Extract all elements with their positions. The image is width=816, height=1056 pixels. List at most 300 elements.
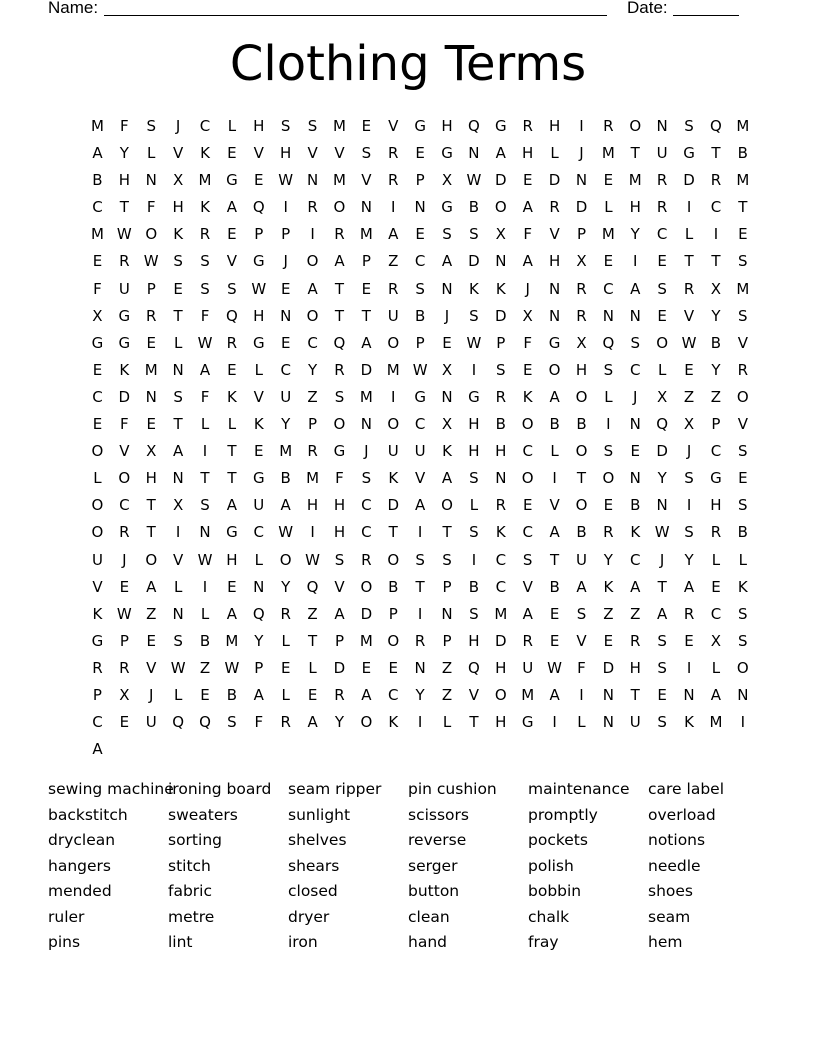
grid-letter: G bbox=[414, 117, 426, 135]
word-list-item: pockets bbox=[528, 831, 588, 849]
grid-letter: P bbox=[254, 658, 264, 677]
grid-letter: J bbox=[444, 306, 450, 325]
grid-letter: P bbox=[711, 415, 721, 434]
grid-letter: K bbox=[630, 523, 641, 542]
grid-letter: M bbox=[736, 171, 750, 190]
grid-letter: W bbox=[278, 171, 294, 190]
grid-letter: U bbox=[414, 442, 426, 461]
grid-letter: G bbox=[118, 306, 131, 325]
grid-letter: O bbox=[736, 387, 749, 406]
grid-letter: W bbox=[412, 360, 428, 379]
grid-letter: T bbox=[550, 550, 560, 569]
grid-letter: A bbox=[415, 496, 426, 515]
grid-letter: D bbox=[548, 171, 561, 190]
grid-letter: N bbox=[306, 171, 319, 190]
word-list-item: serger bbox=[408, 856, 458, 875]
grid-letter: H bbox=[629, 658, 641, 677]
grid-letter: L bbox=[657, 360, 667, 379]
grid-letter: K bbox=[388, 469, 399, 488]
grid-letter: I bbox=[471, 550, 477, 569]
grid-letter: D bbox=[360, 604, 373, 623]
grid-letter: B bbox=[576, 415, 587, 434]
grid-letter: I bbox=[175, 523, 181, 542]
grid-letter: V bbox=[737, 415, 748, 434]
grid-letter: Y bbox=[711, 360, 721, 379]
grid-letter: I bbox=[417, 713, 423, 732]
grid-letter: F bbox=[93, 279, 102, 298]
grid-letter: E bbox=[738, 469, 748, 488]
grid-letter: C bbox=[603, 279, 614, 298]
grid-letter: W bbox=[116, 225, 132, 244]
grid-letter: X bbox=[576, 252, 587, 271]
grid-letter: K bbox=[253, 415, 264, 434]
grid-letter: N bbox=[172, 604, 184, 623]
grid-letter: A bbox=[199, 360, 211, 379]
grid-letter: A bbox=[280, 496, 291, 515]
grid-letter: V bbox=[253, 144, 264, 163]
grid-letter: O bbox=[602, 469, 615, 488]
grid-letter: A bbox=[549, 523, 560, 542]
grid-letter: A bbox=[307, 279, 318, 298]
grid-letter: G bbox=[226, 171, 238, 190]
grid-letter: T bbox=[146, 496, 156, 515]
grid-letter: N bbox=[629, 306, 641, 325]
grid-letter: S bbox=[576, 604, 587, 623]
grid-letter: R bbox=[388, 144, 399, 163]
grid-letter: R bbox=[630, 631, 641, 650]
grid-letter: L bbox=[173, 333, 183, 352]
grid-letter: O bbox=[387, 333, 400, 352]
grid-letter: S bbox=[307, 117, 318, 135]
grid-letter: H bbox=[468, 631, 480, 650]
grid-letter: O bbox=[91, 523, 104, 542]
grid-letter: N bbox=[656, 496, 668, 515]
grid-letter: I bbox=[740, 713, 746, 732]
grid-letter: R bbox=[710, 523, 722, 542]
grid-letter: R bbox=[280, 713, 291, 732]
grid-letter: G bbox=[91, 333, 104, 352]
grid-letter: O bbox=[575, 442, 588, 461]
grid-letter: Y bbox=[415, 685, 425, 704]
grid-letter: P bbox=[442, 577, 452, 596]
grid-letter: Q bbox=[225, 306, 238, 325]
grid-letter: M bbox=[494, 604, 508, 623]
grid-letter: N bbox=[199, 523, 211, 542]
grid-letter: S bbox=[334, 550, 345, 569]
grid-letter: I bbox=[579, 685, 584, 704]
grid-letter: M bbox=[359, 631, 373, 650]
grid-letter: D bbox=[495, 171, 507, 190]
word-list-item: mended bbox=[48, 882, 112, 900]
grid-letter: H bbox=[333, 496, 346, 515]
grid-letter: H bbox=[226, 550, 238, 569]
grid-letter: E bbox=[146, 415, 156, 434]
grid-letter: R bbox=[334, 685, 345, 704]
grid-letter: O bbox=[118, 469, 131, 488]
grid-letter: R bbox=[495, 387, 507, 406]
grid-letter: R bbox=[361, 550, 372, 569]
grid-letter: C bbox=[414, 415, 426, 434]
grid-letter: T bbox=[334, 306, 345, 325]
grid-letter: N bbox=[280, 306, 292, 325]
grid-letter: U bbox=[629, 713, 641, 732]
grid-letter: N bbox=[602, 685, 614, 704]
grid-letter: J bbox=[579, 144, 584, 163]
grid-letter: C bbox=[92, 387, 103, 406]
grid-letter: H bbox=[253, 306, 265, 325]
grid-letter: R bbox=[199, 225, 211, 244]
grid-letter: N bbox=[575, 171, 588, 190]
grid-letter: E bbox=[227, 360, 237, 379]
grid-letter: A bbox=[226, 604, 238, 623]
grid-letter: C bbox=[361, 523, 372, 542]
grid-letter: V bbox=[307, 144, 318, 163]
grid-letter: P bbox=[254, 225, 264, 244]
grid-letter: A bbox=[630, 577, 641, 596]
grid-letter: I bbox=[391, 198, 396, 217]
grid-letter: W bbox=[278, 523, 294, 542]
grid-letter: E bbox=[146, 333, 156, 352]
grid-letter: F bbox=[523, 333, 533, 352]
word-list-item: scissors bbox=[408, 805, 469, 824]
grid-letter: H bbox=[522, 144, 534, 163]
grid-letter: T bbox=[173, 415, 183, 434]
word-list-item: chalk bbox=[528, 907, 570, 926]
grid-letter: K bbox=[468, 279, 479, 298]
word-list-item: metre bbox=[168, 907, 215, 926]
grid-letter: E bbox=[657, 252, 667, 271]
grid-letter: W bbox=[116, 604, 132, 623]
grid-letter: N bbox=[441, 279, 453, 298]
grid-letter: S bbox=[738, 306, 748, 325]
grid-letter: R bbox=[656, 198, 668, 217]
grid-letter: A bbox=[92, 144, 103, 163]
grid-letter: P bbox=[334, 631, 344, 650]
grid-letter: S bbox=[469, 469, 479, 488]
word-list-item: hand bbox=[408, 933, 447, 951]
grid-letter: N bbox=[468, 144, 480, 163]
grid-letter: C bbox=[522, 442, 533, 461]
grid-letter: D bbox=[333, 658, 346, 677]
grid-letter: R bbox=[522, 117, 533, 135]
grid-letter: C bbox=[656, 225, 668, 244]
name-label: Name: bbox=[48, 0, 99, 17]
grid-letter: B bbox=[468, 198, 480, 217]
word-list-item: fray bbox=[528, 933, 559, 951]
grid-letter: W bbox=[170, 658, 186, 677]
word-list-item: needle bbox=[648, 856, 701, 875]
word-list-item: sorting bbox=[168, 831, 222, 849]
grid-letter: H bbox=[172, 198, 184, 217]
grid-letter: N bbox=[145, 171, 157, 190]
grid-letter: N bbox=[172, 360, 184, 379]
grid-letter: T bbox=[630, 685, 640, 704]
grid-letter: E bbox=[280, 333, 291, 352]
grid-letter: S bbox=[684, 523, 694, 542]
grid-letter: I bbox=[686, 658, 692, 677]
grid-letter: D bbox=[387, 496, 400, 515]
grid-letter: O bbox=[306, 252, 319, 271]
grid-letter: Y bbox=[281, 577, 291, 596]
grid-letter: L bbox=[711, 550, 721, 569]
grid-letter: K bbox=[684, 713, 694, 732]
grid-letter: C bbox=[92, 198, 103, 217]
grid-letter: Q bbox=[602, 333, 615, 352]
grid-letter: E bbox=[280, 658, 291, 677]
grid-letter: Z bbox=[307, 604, 318, 623]
grid-letter: E bbox=[119, 713, 130, 732]
grid-letter: S bbox=[334, 387, 345, 406]
grid-letter: R bbox=[495, 496, 507, 515]
grid-letter: Z bbox=[146, 604, 157, 623]
grid-letter: O bbox=[494, 198, 507, 217]
grid-letter: N bbox=[737, 685, 749, 704]
grid-letter: I bbox=[686, 198, 692, 217]
grid-letter: S bbox=[522, 550, 533, 569]
grid-letter: T bbox=[200, 469, 210, 488]
grid-letter: S bbox=[227, 713, 237, 732]
grid-letter: S bbox=[442, 225, 452, 244]
grid-letter: C bbox=[253, 523, 265, 542]
grid-letter: I bbox=[579, 117, 584, 135]
grid-letter: B bbox=[495, 415, 506, 434]
grid-letter: S bbox=[496, 360, 506, 379]
grid-letter: N bbox=[602, 713, 614, 732]
grid-letter: G bbox=[441, 198, 453, 217]
word-list-item: closed bbox=[288, 882, 338, 900]
grid-letter: C bbox=[199, 117, 211, 135]
grid-letter: C bbox=[307, 333, 318, 352]
grid-letter: P bbox=[496, 333, 506, 352]
grid-letter: M bbox=[628, 171, 642, 190]
grid-letter: H bbox=[575, 360, 588, 379]
grid-letter: O bbox=[629, 117, 642, 135]
grid-letter: H bbox=[468, 415, 480, 434]
grid-letter: B bbox=[92, 171, 103, 190]
grid-letter: K bbox=[495, 279, 506, 298]
grid-letter: X bbox=[495, 225, 506, 244]
grid-letter: T bbox=[173, 306, 183, 325]
grid-letter: W bbox=[681, 333, 697, 352]
grid-letter: Y bbox=[281, 415, 291, 434]
grid-letter: G bbox=[683, 144, 695, 163]
grid-letter: L bbox=[173, 685, 183, 704]
grid-letter: D bbox=[656, 442, 668, 461]
grid-letter: H bbox=[495, 658, 507, 677]
grid-letter: Z bbox=[630, 604, 641, 623]
grid-letter: G bbox=[118, 333, 131, 352]
grid-letter: E bbox=[92, 252, 103, 271]
letter-grid bbox=[84, 113, 756, 763]
grid-letter: R bbox=[576, 306, 587, 325]
grid-letter: E bbox=[522, 360, 533, 379]
grid-letter: R bbox=[119, 658, 130, 677]
grid-letter: F bbox=[120, 415, 129, 434]
grid-letter: W bbox=[143, 252, 159, 271]
grid-letter: Q bbox=[710, 117, 722, 135]
word-list-item: dryclean bbox=[48, 831, 116, 849]
grid-letter: N bbox=[629, 415, 641, 434]
word-list-item: sunlight bbox=[288, 805, 351, 824]
grid-letter: Q bbox=[468, 658, 480, 677]
grid-letter: I bbox=[202, 442, 208, 461]
grid-letter: S bbox=[200, 496, 210, 515]
grid-letter: F bbox=[523, 225, 533, 244]
grid-letter: S bbox=[657, 631, 667, 650]
grid-letter: E bbox=[657, 685, 667, 704]
grid-letter: C bbox=[630, 550, 641, 569]
grid-letter: V bbox=[549, 496, 560, 515]
grid-letter: M bbox=[144, 360, 158, 379]
grid-letter: Z bbox=[603, 604, 614, 623]
header bbox=[48, 0, 740, 20]
grid-letter: R bbox=[683, 604, 695, 623]
grid-letter: Q bbox=[199, 713, 211, 732]
grid-letter: D bbox=[468, 252, 480, 271]
grid-letter: Y bbox=[119, 144, 129, 163]
grid-letter: I bbox=[310, 523, 315, 542]
grid-letter: R bbox=[710, 171, 722, 190]
grid-letter: R bbox=[603, 117, 614, 135]
word-list-item: stitch bbox=[168, 856, 211, 875]
grid-letter: E bbox=[361, 117, 372, 135]
grid-letter: V bbox=[415, 469, 426, 488]
grid-letter: B bbox=[737, 523, 748, 542]
grid-letter: E bbox=[603, 631, 614, 650]
grid-letter: V bbox=[549, 225, 560, 244]
grid-letter: G bbox=[468, 387, 480, 406]
grid-letter: I bbox=[713, 225, 719, 244]
grid-letter: N bbox=[414, 198, 426, 217]
word-list-item: pins bbox=[48, 933, 81, 951]
grid-letter: O bbox=[736, 658, 749, 677]
grid-letter: C bbox=[630, 360, 641, 379]
word-list-item: dryer bbox=[288, 907, 330, 926]
grid-letter: G bbox=[91, 631, 104, 650]
grid-letter: N bbox=[629, 469, 641, 488]
grid-letter: W bbox=[251, 279, 267, 298]
grid-letter: O bbox=[387, 415, 400, 434]
grid-letter: S bbox=[469, 604, 479, 623]
grid-letter: B bbox=[576, 523, 587, 542]
grid-letter: L bbox=[577, 713, 586, 732]
grid-letter: T bbox=[227, 442, 237, 461]
grid-letter: S bbox=[738, 604, 748, 623]
grid-letter: R bbox=[334, 360, 345, 379]
grid-letter: J bbox=[364, 442, 369, 461]
puzzle-title: Clothing Terms bbox=[229, 36, 587, 92]
grid-letter: T bbox=[119, 198, 129, 217]
grid-letter: V bbox=[119, 442, 130, 461]
grid-letter: V bbox=[468, 685, 480, 704]
word-list-item: sweaters bbox=[168, 805, 238, 824]
grid-letter: G bbox=[710, 469, 722, 488]
grid-letter: E bbox=[227, 225, 237, 244]
grid-letter: K bbox=[200, 198, 210, 217]
grid-letter: H bbox=[253, 117, 265, 135]
grid-letter: A bbox=[92, 740, 103, 759]
grid-letter: U bbox=[145, 713, 157, 732]
grid-letter: A bbox=[334, 252, 345, 271]
grid-letter: L bbox=[604, 387, 613, 406]
grid-letter: E bbox=[549, 604, 560, 623]
grid-letter: X bbox=[92, 306, 103, 325]
grid-letter: M bbox=[332, 171, 346, 190]
word-list-item: button bbox=[408, 882, 460, 900]
word-list-item: overload bbox=[648, 805, 716, 824]
grid-letter: V bbox=[522, 577, 533, 596]
grid-letter: G bbox=[252, 333, 265, 352]
grid-letter: O bbox=[145, 225, 158, 244]
grid-letter: A bbox=[522, 198, 533, 217]
grid-letter: M bbox=[521, 685, 535, 704]
grid-letter: S bbox=[657, 279, 667, 298]
grid-letter: S bbox=[738, 496, 748, 515]
grid-letter: L bbox=[550, 442, 559, 461]
grid-letter: J bbox=[283, 252, 288, 271]
grid-letter: M bbox=[279, 442, 293, 461]
grid-letter: B bbox=[226, 685, 238, 704]
grid-letter: Y bbox=[657, 469, 667, 488]
grid-letter: R bbox=[414, 631, 426, 650]
word-list-item: bobbin bbox=[528, 882, 582, 900]
grid-letter: M bbox=[736, 117, 750, 135]
word-list-item: backstitch bbox=[48, 805, 128, 824]
grid-letter: O bbox=[306, 306, 319, 325]
grid-letter: Y bbox=[254, 631, 264, 650]
grid-letter: G bbox=[333, 442, 346, 461]
grid-letter: Q bbox=[656, 415, 669, 434]
grid-letter: B bbox=[710, 333, 722, 352]
grid-letter: C bbox=[522, 523, 533, 542]
grid-letter: C bbox=[388, 685, 399, 704]
grid-letter: P bbox=[576, 225, 586, 244]
grid-letter: I bbox=[310, 225, 315, 244]
grid-letter: J bbox=[525, 279, 530, 298]
grid-letter: V bbox=[683, 306, 695, 325]
grid-letter: W bbox=[466, 171, 482, 190]
grid-letter: E bbox=[388, 658, 398, 677]
grid-letter: A bbox=[657, 604, 668, 623]
grid-letter: H bbox=[495, 713, 507, 732]
grid-letter: E bbox=[227, 577, 237, 596]
grid-letter: A bbox=[683, 577, 695, 596]
grid-letter: S bbox=[469, 523, 479, 542]
grid-letter: Y bbox=[630, 225, 640, 244]
grid-letter: L bbox=[227, 117, 237, 135]
grid-letter: A bbox=[441, 252, 453, 271]
grid-letter: P bbox=[388, 604, 398, 623]
grid-letter: A bbox=[710, 685, 722, 704]
grid-letter: B bbox=[630, 496, 641, 515]
grid-letter: E bbox=[603, 171, 614, 190]
grid-letter: E bbox=[684, 631, 694, 650]
grid-letter: I bbox=[552, 469, 557, 488]
grid-letter: H bbox=[548, 117, 561, 135]
grid-letter: D bbox=[118, 387, 131, 406]
grid-letter: T bbox=[738, 198, 748, 217]
grid-letter: S bbox=[173, 387, 183, 406]
grid-letter: X bbox=[441, 360, 453, 379]
grid-letter: R bbox=[388, 171, 399, 190]
grid-letter: Z bbox=[199, 658, 211, 677]
grid-letter: Z bbox=[441, 658, 453, 677]
grid-letter: E bbox=[173, 279, 183, 298]
grid-letter: X bbox=[710, 279, 722, 298]
grid-letter: R bbox=[334, 225, 345, 244]
grid-letter: T bbox=[711, 144, 721, 163]
grid-letter: D bbox=[602, 658, 615, 677]
